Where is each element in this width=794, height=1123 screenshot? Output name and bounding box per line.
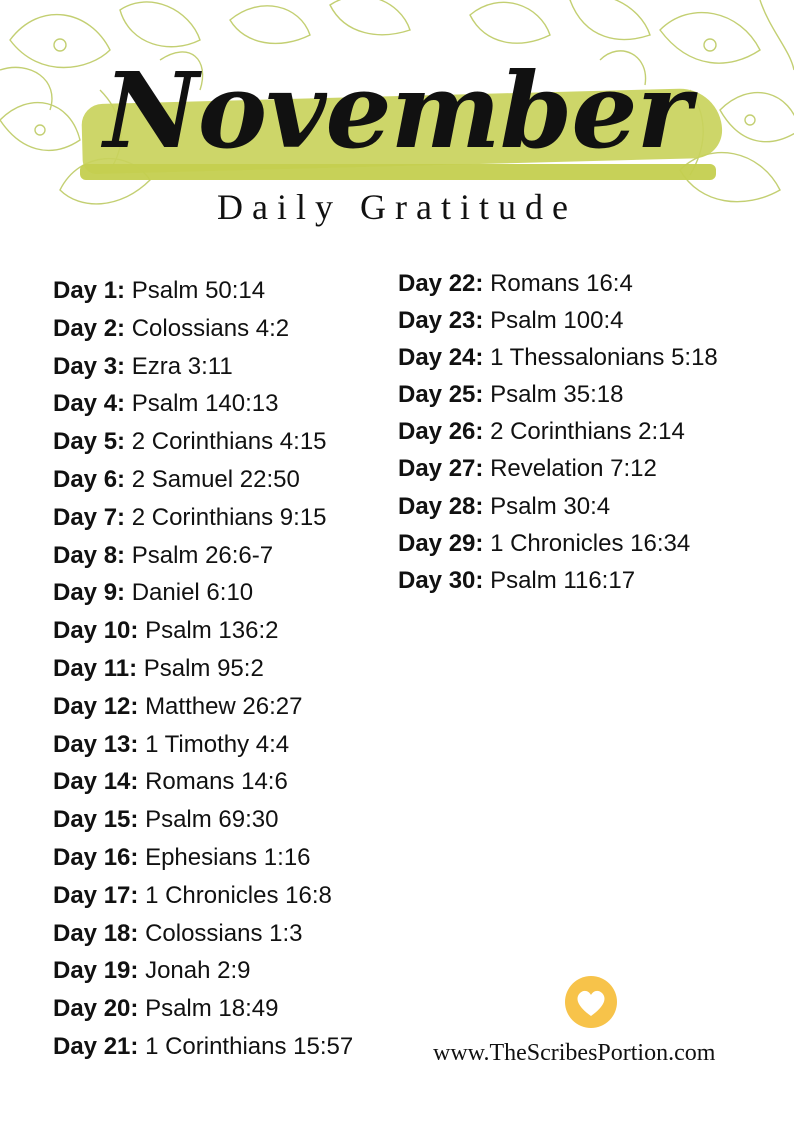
day-label: Day 30: [398, 566, 484, 594]
day-label: Day 2: [53, 314, 126, 342]
list-item [53, 650, 353, 688]
scripture-reference: 2 Corinthians 2:14 [490, 418, 685, 446]
list-item [398, 376, 718, 413]
day-label: Day 18: [53, 919, 139, 947]
scripture-reference: Matthew 26:27 [145, 692, 303, 720]
list-item [53, 688, 353, 726]
scripture-reference: 1 Chronicles 16:8 [145, 881, 332, 909]
day-label: Day 14: [53, 768, 139, 796]
scripture-reference: Colossians 1:3 [145, 919, 303, 947]
list-item [53, 612, 353, 650]
list-item [53, 537, 353, 575]
scripture-reference: 2 Samuel 22:50 [131, 465, 300, 493]
list-item [53, 726, 353, 764]
list-item [398, 562, 718, 599]
day-label: Day 28: [398, 492, 484, 520]
list-item [398, 302, 718, 339]
scripture-reference: 2 Corinthians 9:15 [131, 503, 327, 531]
list-item [53, 801, 353, 839]
scripture-reference: Jonah 2:9 [145, 957, 251, 985]
list-item [53, 310, 353, 348]
list-item [53, 499, 353, 537]
scripture-reference: Psalm 50:14 [131, 277, 266, 304]
day-label: Day 16: [53, 843, 139, 871]
day-label: Day 1: [53, 277, 126, 304]
day-label: Day 9: [53, 579, 126, 607]
list-item [398, 413, 718, 450]
list-item [53, 1028, 353, 1066]
reading-list-left [53, 272, 353, 1066]
scripture-reference: Psalm 140:13 [131, 390, 279, 418]
heart-icon [571, 982, 611, 1022]
day-label: Day 15: [53, 806, 139, 834]
scripture-reference: Psalm 26:6-7 [131, 541, 274, 569]
day-label: Day 27: [398, 455, 484, 483]
scripture-reference: Psalm 116:17 [490, 566, 636, 594]
scripture-reference: Psalm 30:4 [490, 492, 611, 520]
scripture-reference: Psalm 95:2 [143, 654, 264, 682]
list-item [53, 461, 353, 499]
page-title: November [103, 49, 691, 172]
list-item [53, 348, 353, 386]
day-label: Day 12: [53, 692, 139, 720]
day-label: Day 4: [53, 390, 126, 418]
day-label: Day 19: [53, 957, 139, 985]
reading-list-right [398, 265, 718, 599]
scripture-reference: 1 Chronicles 16:34 [490, 529, 691, 557]
day-label: Day 11: [53, 654, 138, 682]
scripture-reference: Romans 16:4 [490, 270, 633, 297]
scripture-reference: 1 Corinthians 15:57 [145, 1032, 354, 1060]
list-item [53, 839, 353, 877]
day-label: Day 10: [53, 617, 139, 645]
scripture-reference: Ezra 3:11 [131, 352, 233, 380]
list-item [53, 915, 353, 953]
list-item [53, 385, 353, 423]
day-label: Day 24: [398, 344, 484, 372]
scripture-reference: Psalm 18:49 [145, 995, 279, 1023]
day-label: Day 20: [53, 995, 139, 1023]
list-item [398, 525, 718, 562]
scripture-reference: 1 Timothy 4:4 [145, 730, 290, 758]
page-subtitle: Daily Gratitude [217, 187, 577, 227]
day-label: Day 17: [53, 881, 139, 909]
heart-logo-icon [565, 976, 617, 1028]
day-label: Day 5: [53, 428, 126, 456]
list-item [398, 450, 718, 487]
list-item [53, 574, 353, 612]
list-item [53, 763, 353, 801]
day-label: Day 29: [398, 529, 484, 557]
scripture-reference: Psalm 35:18 [490, 381, 624, 409]
scripture-reference: Psalm 69:30 [145, 806, 279, 834]
day-label: Day 3: [53, 352, 126, 380]
website-link[interactable]: www.TheScribesPortion.com [433, 1040, 716, 1066]
scripture-reference: Revelation 7:12 [490, 455, 657, 483]
scripture-reference: Romans 14:6 [145, 768, 288, 796]
scripture-reference: Daniel 6:10 [131, 579, 254, 607]
scripture-reference: Psalm 100:4 [490, 307, 624, 335]
day-label: Day 13: [53, 730, 139, 758]
day-label: Day 6: [53, 465, 126, 493]
scripture-reference: Psalm 136:2 [145, 617, 279, 645]
day-label: Day 26: [398, 418, 484, 446]
scripture-reference: Ephesians 1:16 [145, 843, 311, 871]
list-item [53, 952, 353, 990]
day-label: Day 23: [398, 307, 484, 335]
day-label: Day 25: [398, 381, 484, 409]
list-item [53, 272, 353, 310]
list-item [398, 339, 718, 376]
day-label: Day 8: [53, 541, 126, 569]
list-item [398, 265, 718, 302]
day-label: Day 22: [398, 270, 484, 297]
scripture-reference: Colossians 4:2 [131, 314, 290, 342]
list-item [398, 488, 718, 525]
list-item [53, 423, 353, 461]
scripture-reference: 1 Thessalonians 5:18 [490, 344, 718, 372]
list-item [53, 990, 353, 1028]
day-label: Day 7: [53, 503, 126, 531]
list-item [53, 877, 353, 915]
scripture-reference: 2 Corinthians 4:15 [131, 428, 327, 456]
day-label: Day 21: [53, 1032, 139, 1060]
